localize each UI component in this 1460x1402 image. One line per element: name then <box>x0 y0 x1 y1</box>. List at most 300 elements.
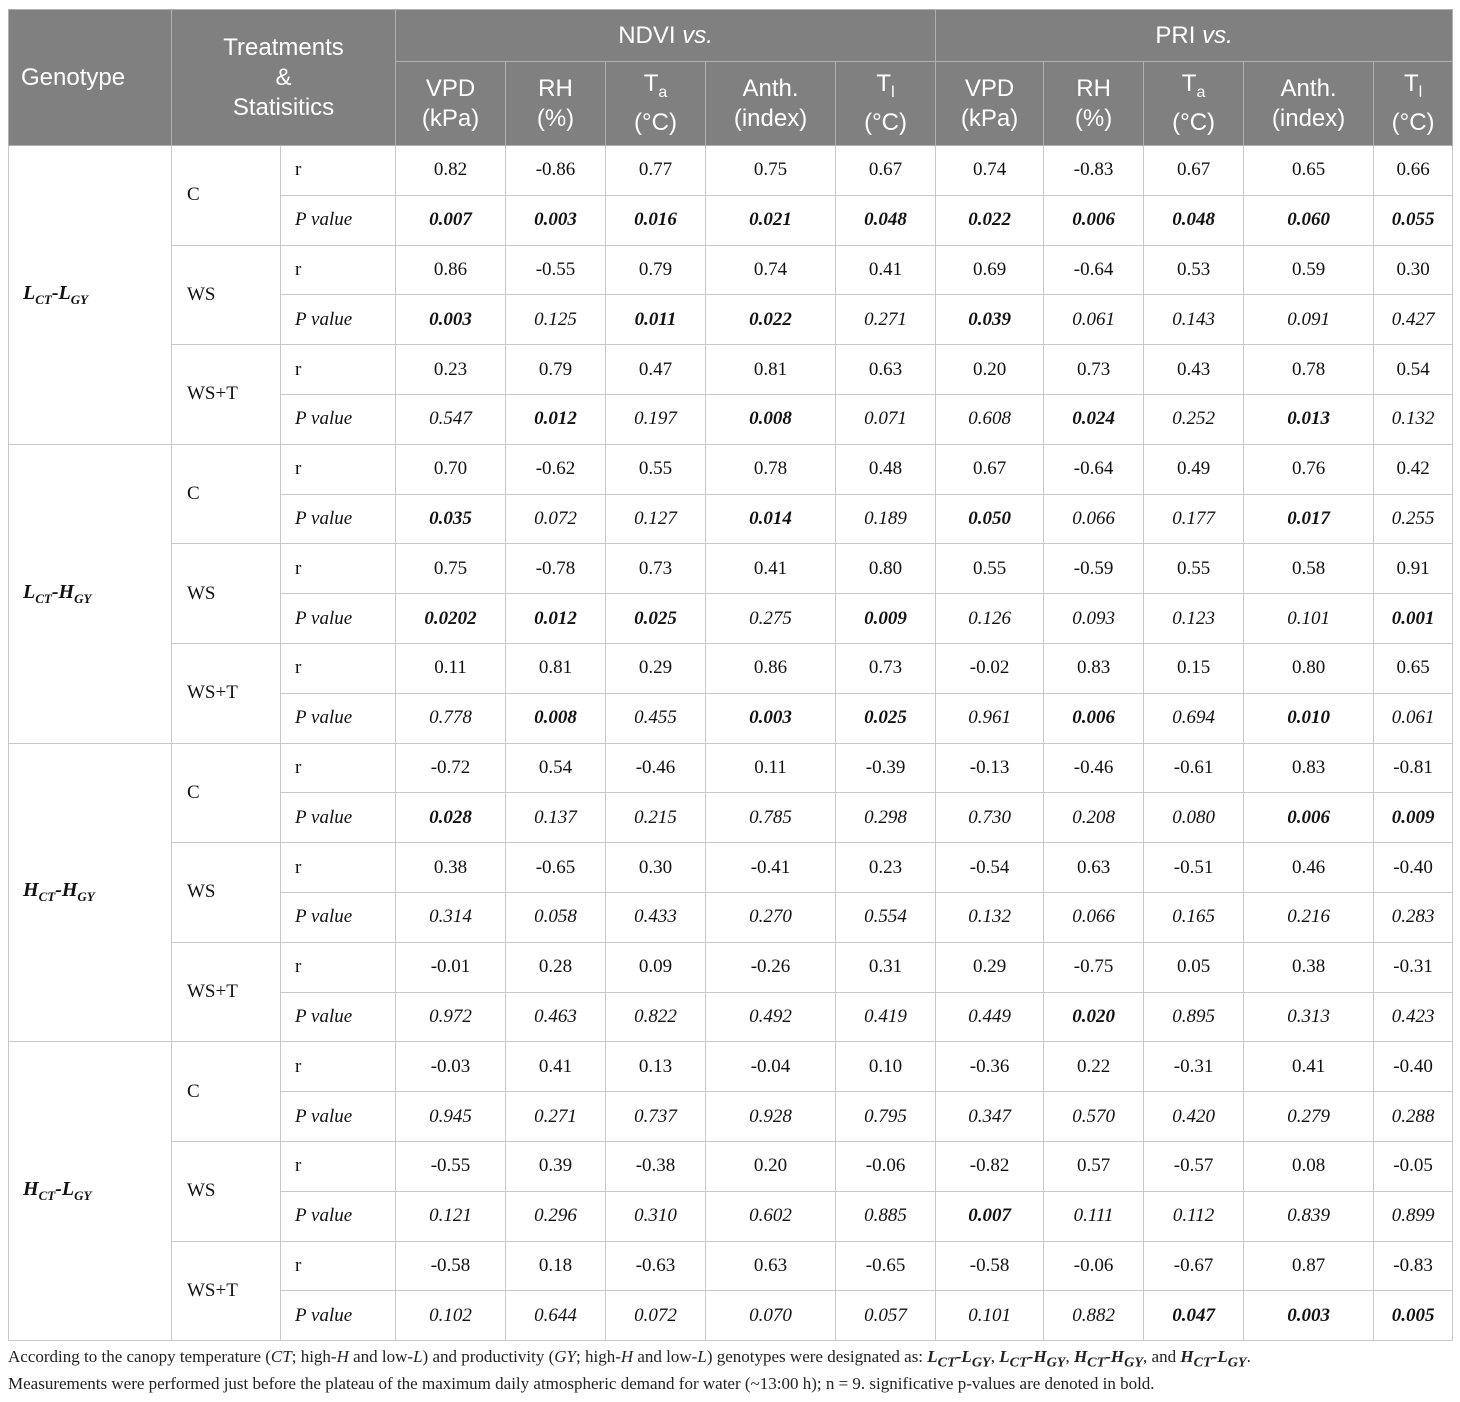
r-value-cell: 0.79 <box>606 245 706 295</box>
r-value-cell: -0.40 <box>1374 843 1453 893</box>
r-value-cell: -0.55 <box>396 1141 506 1191</box>
r-value-cell: -0.39 <box>836 743 936 793</box>
p-value-cell: 0.066 <box>1044 892 1144 942</box>
p-value-cell: 0.296 <box>506 1191 606 1241</box>
p-value-cell: 0.017 <box>1244 494 1374 544</box>
column-header-unit: (index) <box>733 104 808 132</box>
correlation-table <box>8 9 1453 1341</box>
footnote-text: , <box>1065 1347 1074 1366</box>
p-value-cell: 0.602 <box>706 1191 836 1241</box>
p-value-cell: 0.003 <box>396 295 506 345</box>
p-value-cell: 0.093 <box>1044 594 1144 644</box>
statistic-label: r <box>281 843 396 893</box>
column-header-sub: a <box>1196 83 1206 101</box>
column-header-unit: (°C) <box>1391 108 1435 136</box>
p-value-cell: 0.419 <box>836 992 936 1042</box>
pri-label: PRI <box>1155 21 1196 49</box>
r-value-cell: 0.20 <box>936 345 1044 395</box>
pri-vs-label: vs. <box>1202 21 1233 49</box>
p-value-cell: 0.022 <box>936 195 1044 245</box>
p-value-cell: 0.066 <box>1044 494 1144 544</box>
p-value-cell: 0.072 <box>506 494 606 544</box>
p-value-cell: 0.025 <box>606 594 706 644</box>
table-row <box>9 245 1453 295</box>
p-value-cell: 0.822 <box>606 992 706 1042</box>
p-value-cell: 0.899 <box>1374 1191 1453 1241</box>
r-value-cell: 0.65 <box>1244 146 1374 196</box>
statistic-label: r <box>281 245 396 295</box>
statistic-label: P value <box>281 295 396 345</box>
p-value-cell: 0.011 <box>606 295 706 345</box>
statistic-label: r <box>281 444 396 494</box>
p-value-cell: 0.885 <box>836 1191 936 1241</box>
r-value-cell: 0.31 <box>836 942 936 992</box>
column-header-sub: l <box>891 83 895 101</box>
table-row <box>9 444 1453 494</box>
p-value-cell: 0.165 <box>1144 892 1244 942</box>
p-value-cell: 0.024 <box>1044 394 1144 444</box>
r-value-cell: 0.82 <box>396 146 506 196</box>
p-value-cell: 0.570 <box>1044 1092 1144 1142</box>
treatment-cell: WS+T <box>172 643 281 743</box>
p-value-cell: 0.132 <box>936 892 1044 942</box>
statistic-label: P value <box>281 992 396 1042</box>
r-value-cell: -0.03 <box>396 1042 506 1092</box>
p-value-cell: 0.111 <box>1044 1191 1144 1241</box>
p-value-cell: 0.007 <box>396 195 506 245</box>
p-value-cell: 0.005 <box>1374 1291 1453 1341</box>
p-value-cell: 0.644 <box>506 1291 606 1341</box>
p-value-cell: 0.091 <box>1244 295 1374 345</box>
r-value-cell: 0.41 <box>706 544 836 594</box>
pri-group-header <box>936 10 1453 62</box>
r-value-cell: -0.57 <box>1144 1141 1244 1191</box>
r-value-cell: -0.31 <box>1374 942 1453 992</box>
p-value-cell: 0.455 <box>606 693 706 743</box>
table-body <box>9 146 1453 1341</box>
r-value-cell: 0.54 <box>506 743 606 793</box>
column-header <box>606 62 706 146</box>
r-value-cell: -0.83 <box>1374 1241 1453 1291</box>
r-value-cell: 0.39 <box>506 1141 606 1191</box>
ndvi-vs-label: vs. <box>682 21 713 49</box>
p-value-cell: 0.608 <box>936 394 1044 444</box>
r-value-cell: 0.42 <box>1374 444 1453 494</box>
p-value-cell: 0.012 <box>506 594 606 644</box>
genotype-cell: $H_{CT}-L_{GY}$ <box>9 1042 172 1341</box>
column-header-name: RH <box>1076 74 1111 102</box>
table-row <box>9 1241 1453 1291</box>
r-value-cell: -0.72 <box>396 743 506 793</box>
p-value-cell: 0.039 <box>936 295 1044 345</box>
r-value-cell: 0.08 <box>1244 1141 1374 1191</box>
r-value-cell: 0.53 <box>1144 245 1244 295</box>
p-value-cell: 0.126 <box>936 594 1044 644</box>
column-header-name: VPD <box>964 74 1015 102</box>
p-value-cell: 0.795 <box>836 1092 936 1142</box>
r-value-cell: -0.05 <box>1374 1141 1453 1191</box>
p-value-cell: 0.061 <box>1044 295 1144 345</box>
r-value-cell: -0.81 <box>1374 743 1453 793</box>
treatment-cell: WS <box>172 843 281 943</box>
statistic-label: P value <box>281 693 396 743</box>
footnote-text: and low- <box>633 1347 698 1366</box>
p-value-cell: 0.463 <box>506 992 606 1042</box>
r-value-cell: -0.83 <box>1044 146 1144 196</box>
r-value-cell: 0.66 <box>1374 146 1453 196</box>
footnote-measurement-note: Measurements were performed just before the plateau of the maximum daily atmospheric demand for water (~13:00 h); n = 9. significative p-values are denoted in bold. <box>8 1374 1155 1394</box>
r-value-cell: 0.11 <box>706 743 836 793</box>
r-value-cell: -0.64 <box>1044 245 1144 295</box>
table-row <box>9 743 1453 793</box>
r-value-cell: 0.73 <box>836 643 936 693</box>
p-value-cell: 0.102 <box>396 1291 506 1341</box>
treatments-header-line3: Statisitics <box>232 93 335 121</box>
p-value-cell: 0.058 <box>506 892 606 942</box>
treatment-cell: WS <box>172 544 281 644</box>
p-value-cell: 0.003 <box>706 693 836 743</box>
p-value-cell: 0.125 <box>506 295 606 345</box>
column-header-unit: (°C) <box>1172 108 1216 136</box>
footnote-text: and low- <box>348 1347 414 1366</box>
r-value-cell: 0.38 <box>396 843 506 893</box>
r-value-cell: -0.26 <box>706 942 836 992</box>
treatments-header-line1: Treatments <box>223 33 344 61</box>
footnote-text: ) genotypes were designated as: <box>706 1347 928 1366</box>
column-header-name: T <box>1403 70 1419 98</box>
p-value-cell: 0.101 <box>1244 594 1374 644</box>
p-value-cell: 0.070 <box>706 1291 836 1341</box>
r-value-cell: 0.83 <box>1044 643 1144 693</box>
p-value-cell: 0.012 <box>506 394 606 444</box>
statistic-label: P value <box>281 892 396 942</box>
table-row <box>9 942 1453 992</box>
p-value-cell: 0.961 <box>936 693 1044 743</box>
p-value-cell: 0.112 <box>1144 1191 1244 1241</box>
p-value-cell: 0.006 <box>1044 693 1144 743</box>
table-row <box>9 1042 1453 1092</box>
footnote-l: L <box>697 1347 707 1366</box>
treatment-cell: C <box>172 743 281 843</box>
statistic-label: P value <box>281 594 396 644</box>
p-value-cell: 0.197 <box>606 394 706 444</box>
p-value-cell: 0.288 <box>1374 1092 1453 1142</box>
r-value-cell: 0.58 <box>1244 544 1374 594</box>
r-value-cell: -0.58 <box>936 1241 1044 1291</box>
statistic-label: P value <box>281 1291 396 1341</box>
r-value-cell: 0.73 <box>606 544 706 594</box>
p-value-cell: 0.839 <box>1244 1191 1374 1241</box>
p-value-cell: 0.057 <box>836 1291 936 1341</box>
r-value-cell: 0.67 <box>936 444 1044 494</box>
footnote-ct: CT <box>270 1347 292 1366</box>
r-value-cell: 0.20 <box>706 1141 836 1191</box>
p-value-cell: 0.928 <box>706 1092 836 1142</box>
r-value-cell: -0.04 <box>706 1042 836 1092</box>
r-value-cell: 0.05 <box>1144 942 1244 992</box>
table-row <box>9 146 1453 196</box>
footnote-text: ; high- <box>291 1347 337 1366</box>
treatments-header <box>172 10 396 146</box>
table-row <box>9 544 1453 594</box>
ndvi-group-header <box>396 10 936 62</box>
ndvi-label: NDVI <box>618 21 676 49</box>
r-value-cell: 0.73 <box>1044 345 1144 395</box>
footnote-h: H <box>336 1347 349 1366</box>
p-value-cell: 0.010 <box>1244 693 1374 743</box>
p-value-cell: 0.347 <box>936 1092 1044 1142</box>
column-header-unit: (°C) <box>864 108 907 136</box>
r-value-cell: -0.36 <box>936 1042 1044 1092</box>
statistic-label: r <box>281 345 396 395</box>
r-value-cell: -0.65 <box>836 1241 936 1291</box>
statistic-label: r <box>281 146 396 196</box>
p-value-cell: 0.007 <box>936 1191 1044 1241</box>
r-value-cell: -0.62 <box>506 444 606 494</box>
p-value-cell: 0.252 <box>1144 394 1244 444</box>
r-value-cell: 0.41 <box>836 245 936 295</box>
r-value-cell: 0.43 <box>1144 345 1244 395</box>
r-value-cell: -0.78 <box>506 544 606 594</box>
p-value-cell: 0.047 <box>1144 1291 1244 1341</box>
p-value-cell: 0.006 <box>1244 793 1374 843</box>
p-value-cell: 0.132 <box>1374 394 1453 444</box>
r-value-cell: -0.46 <box>1044 743 1144 793</box>
r-value-cell: 0.67 <box>836 146 936 196</box>
p-value-cell: 0.121 <box>396 1191 506 1241</box>
p-value-cell: 0.785 <box>706 793 836 843</box>
column-header <box>1244 62 1374 146</box>
footnote-l: L <box>413 1347 423 1366</box>
footnote-text: ) and productivity ( <box>422 1347 555 1366</box>
r-value-cell: -0.86 <box>506 146 606 196</box>
r-value-cell: 0.55 <box>606 444 706 494</box>
p-value-cell: 0.008 <box>706 394 836 444</box>
column-header <box>706 62 836 146</box>
r-value-cell: 0.86 <box>396 245 506 295</box>
r-value-cell: -0.02 <box>936 643 1044 693</box>
p-value-cell: 0.137 <box>506 793 606 843</box>
r-value-cell: 0.47 <box>606 345 706 395</box>
p-value-cell: 0.298 <box>836 793 936 843</box>
p-value-cell: 0.270 <box>706 892 836 942</box>
p-value-cell: 0.177 <box>1144 494 1244 544</box>
p-value-cell: 0.420 <box>1144 1092 1244 1142</box>
p-value-cell: 0.072 <box>606 1291 706 1341</box>
footnote-text: , <box>990 1347 1000 1366</box>
r-value-cell: -0.58 <box>396 1241 506 1291</box>
footnote-text: According to the canopy temperature ( <box>8 1347 271 1366</box>
p-value-cell: 0.071 <box>836 394 936 444</box>
footnote-genotype-3: $H_{CT}-H_{GY}$ <box>1073 1347 1144 1371</box>
column-header-name: RH <box>538 74 573 102</box>
r-value-cell: 0.57 <box>1044 1141 1144 1191</box>
genotype-cell: $H_{CT}-H_{GY}$ <box>9 743 172 1042</box>
table-row <box>9 345 1453 395</box>
statistic-label: P value <box>281 394 396 444</box>
r-value-cell: 0.65 <box>1374 643 1453 693</box>
r-value-cell: 0.29 <box>936 942 1044 992</box>
r-value-cell: 0.29 <box>606 643 706 693</box>
treatments-header-line2: & <box>275 63 292 91</box>
r-value-cell: -0.51 <box>1144 843 1244 893</box>
column-header-unit: (index) <box>1271 104 1346 132</box>
r-value-cell: -0.38 <box>606 1141 706 1191</box>
p-value-cell: 0.547 <box>396 394 506 444</box>
statistic-label: r <box>281 643 396 693</box>
r-value-cell: 0.70 <box>396 444 506 494</box>
column-header <box>1374 62 1453 146</box>
column-header-unit: (kPa) <box>421 104 480 132</box>
column-header-name: Anth. <box>1280 74 1337 102</box>
r-value-cell: -0.55 <box>506 245 606 295</box>
p-value-cell: 0.737 <box>606 1092 706 1142</box>
p-value-cell: 0.255 <box>1374 494 1453 544</box>
r-value-cell: 0.63 <box>836 345 936 395</box>
r-value-cell: -0.65 <box>506 843 606 893</box>
r-value-cell: -0.01 <box>396 942 506 992</box>
p-value-cell: 0.143 <box>1144 295 1244 345</box>
statistic-label: r <box>281 743 396 793</box>
column-header-name: T <box>876 70 892 98</box>
p-value-cell: 0.271 <box>506 1092 606 1142</box>
p-value-cell: 0.216 <box>1244 892 1374 942</box>
p-value-cell: 0.189 <box>836 494 936 544</box>
footnote-genotype-4: $H_{CT}-L_{GY}$ <box>1180 1347 1247 1371</box>
r-value-cell: 0.18 <box>506 1241 606 1291</box>
p-value-cell: 0.061 <box>1374 693 1453 743</box>
genotype-header: Genotype <box>9 10 172 146</box>
p-value-cell: 0.101 <box>936 1291 1044 1341</box>
p-value-cell: 0.427 <box>1374 295 1453 345</box>
p-value-cell: 0.554 <box>836 892 936 942</box>
column-header-name: VPD <box>425 74 476 102</box>
p-value-cell: 0.048 <box>836 195 936 245</box>
p-value-cell: 0.035 <box>396 494 506 544</box>
genotype-cell: $L_{CT}-L_{GY}$ <box>9 146 172 445</box>
r-value-cell: 0.23 <box>836 843 936 893</box>
treatment-cell: WS <box>172 245 281 345</box>
r-value-cell: -0.31 <box>1144 1042 1244 1092</box>
p-value-cell: 0.283 <box>1374 892 1453 942</box>
footnote-genotype-1: $L_{CT}-L_{GY}$ <box>927 1347 991 1371</box>
statistic-label: P value <box>281 1191 396 1241</box>
p-value-cell: 0.310 <box>606 1191 706 1241</box>
p-value-cell: 0.050 <box>936 494 1044 544</box>
statistic-label: r <box>281 544 396 594</box>
p-value-cell: 0.945 <box>396 1092 506 1142</box>
r-value-cell: -0.59 <box>1044 544 1144 594</box>
r-value-cell: 0.46 <box>1244 843 1374 893</box>
column-header <box>1144 62 1244 146</box>
p-value-cell: 0.127 <box>606 494 706 544</box>
r-value-cell: 0.79 <box>506 345 606 395</box>
column-header-sub: l <box>1418 83 1423 101</box>
statistic-label: P value <box>281 793 396 843</box>
p-value-cell: 0.314 <box>396 892 506 942</box>
column-header <box>836 62 936 146</box>
r-value-cell: 0.55 <box>936 544 1044 594</box>
column-header <box>936 62 1044 146</box>
r-value-cell: 0.63 <box>1044 843 1144 893</box>
p-value-cell: 0.895 <box>1144 992 1244 1042</box>
r-value-cell: 0.67 <box>1144 146 1244 196</box>
column-header-unit: (%) <box>536 104 575 132</box>
r-value-cell: 0.91 <box>1374 544 1453 594</box>
r-value-cell: 0.63 <box>706 1241 836 1291</box>
r-value-cell: 0.49 <box>1144 444 1244 494</box>
r-value-cell: 0.13 <box>606 1042 706 1092</box>
r-value-cell: 0.78 <box>706 444 836 494</box>
treatment-cell: C <box>172 1042 281 1142</box>
p-value-cell: 0.028 <box>396 793 506 843</box>
r-value-cell: -0.40 <box>1374 1042 1453 1092</box>
p-value-cell: 0.001 <box>1374 594 1453 644</box>
treatment-cell: C <box>172 146 281 246</box>
r-value-cell: 0.83 <box>1244 743 1374 793</box>
table-row <box>9 643 1453 693</box>
column-header-name: Anth. <box>742 74 799 102</box>
r-value-cell: 0.69 <box>936 245 1044 295</box>
p-value-cell: 0.048 <box>1144 195 1244 245</box>
r-value-cell: -0.64 <box>1044 444 1144 494</box>
statistic-label: P value <box>281 1092 396 1142</box>
r-value-cell: -0.63 <box>606 1241 706 1291</box>
p-value-cell: 0.022 <box>706 295 836 345</box>
footnote-genotype-2: $L_{CT}-H_{GY}$ <box>999 1347 1066 1371</box>
p-value-cell: 0.972 <box>396 992 506 1042</box>
p-value-cell: 0.492 <box>706 992 836 1042</box>
r-value-cell: 0.74 <box>706 245 836 295</box>
r-value-cell: 0.28 <box>506 942 606 992</box>
p-value-cell: 0.778 <box>396 693 506 743</box>
p-value-cell: 0.215 <box>606 793 706 843</box>
p-value-cell: 0.882 <box>1044 1291 1144 1341</box>
table-row <box>9 1141 1453 1191</box>
column-header <box>1044 62 1144 146</box>
r-value-cell: 0.09 <box>606 942 706 992</box>
p-value-cell: 0.271 <box>836 295 936 345</box>
r-value-cell: 0.10 <box>836 1042 936 1092</box>
statistic-label: r <box>281 1141 396 1191</box>
table-row <box>9 843 1453 893</box>
statistic-label: r <box>281 942 396 992</box>
r-value-cell: 0.15 <box>1144 643 1244 693</box>
statistic-label: P value <box>281 494 396 544</box>
r-value-cell: -0.75 <box>1044 942 1144 992</box>
r-value-cell: -0.13 <box>936 743 1044 793</box>
statistic-label: r <box>281 1042 396 1092</box>
r-value-cell: 0.55 <box>1144 544 1244 594</box>
treatment-cell: WS+T <box>172 1241 281 1341</box>
statistic-label: r <box>281 1241 396 1291</box>
p-value-cell: 0.313 <box>1244 992 1374 1042</box>
treatment-cell: WS <box>172 1141 281 1241</box>
p-value-cell: 0.025 <box>836 693 936 743</box>
r-value-cell: 0.48 <box>836 444 936 494</box>
column-header-unit: (kPa) <box>960 104 1019 132</box>
r-value-cell: 0.81 <box>506 643 606 693</box>
column-header-unit: (°C) <box>634 108 677 136</box>
r-value-cell: 0.41 <box>506 1042 606 1092</box>
column-header-unit: (%) <box>1074 104 1113 132</box>
footnote-text: , and <box>1143 1347 1181 1366</box>
column-header <box>396 62 506 146</box>
footnote-h: H <box>620 1347 634 1366</box>
r-value-cell: -0.82 <box>936 1141 1044 1191</box>
p-value-cell: 0.279 <box>1244 1092 1374 1142</box>
r-value-cell: -0.67 <box>1144 1241 1244 1291</box>
